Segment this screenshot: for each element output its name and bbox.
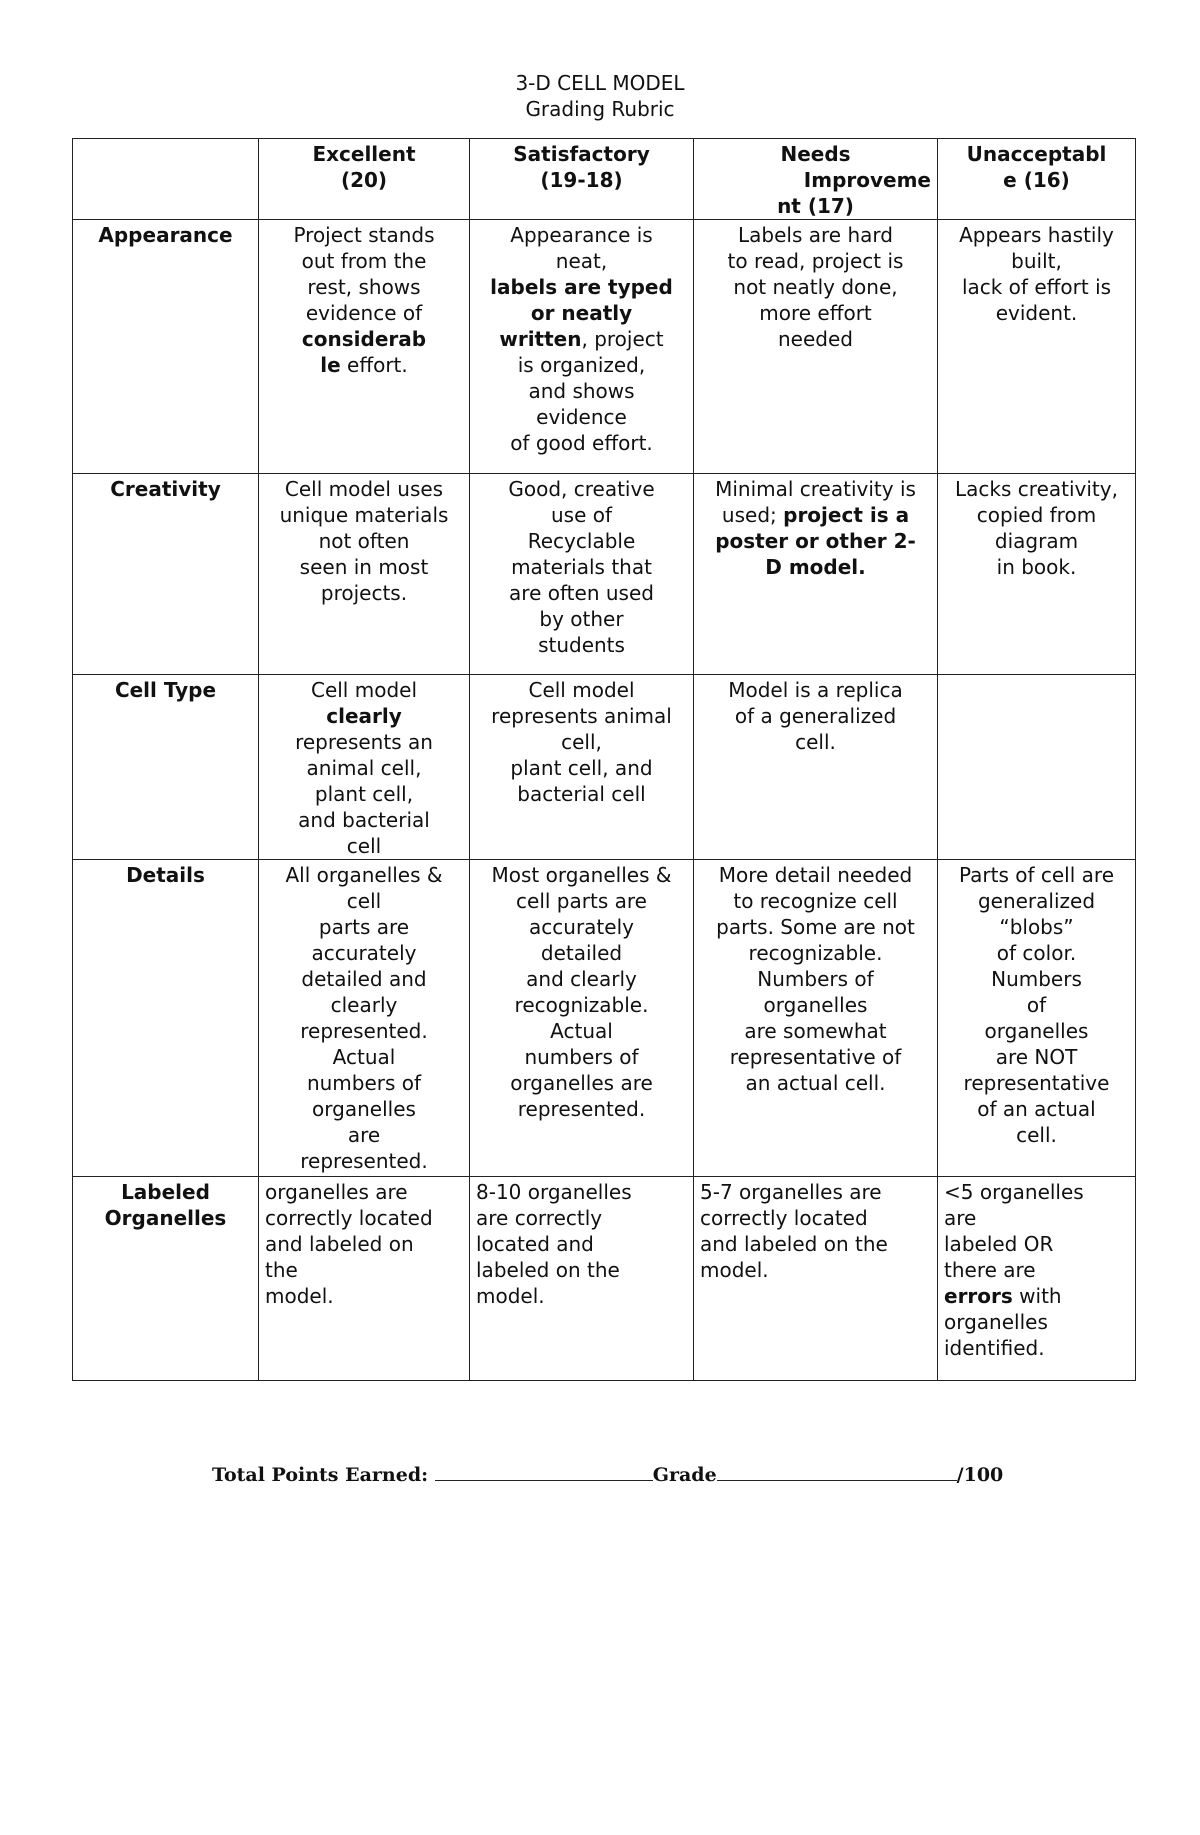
cell-type-excellent <box>259 675 470 860</box>
title-block <box>0 70 1200 122</box>
header-satisfactory: Satisfactory (19-18) <box>470 139 694 220</box>
header-row <box>73 139 1136 220</box>
row-label-appearance: Appearance <box>73 220 259 474</box>
out-of-label: /100 <box>956 1464 1004 1486</box>
totals-line <box>212 1462 1003 1486</box>
header-unacceptable: Unacceptabl e (16) <box>938 139 1136 220</box>
grade-blank[interactable] <box>717 1462 957 1481</box>
text-run: Project stands out from the rest, shows evidence of <box>293 223 435 325</box>
creativity-unacceptable: Lacks creativity, copied from diagram in book. <box>938 474 1136 675</box>
total-points-blank[interactable] <box>435 1462 653 1481</box>
appearance-unacceptable: Appears hastily built, lack of effort is evident. <box>938 220 1136 474</box>
labeled-excellent: organelles are correctly located and labeled on the model. <box>259 1177 470 1381</box>
header-corner-cell <box>73 139 259 220</box>
row-appearance <box>73 220 1136 474</box>
header-excellent: Excellent (20) <box>259 139 470 220</box>
page-subtitle: Grading Rubric <box>525 97 675 121</box>
creativity-needs <box>694 474 938 675</box>
text-run: , project is organized, and shows evidence of good effort. <box>510 327 664 455</box>
bold-run: considerab le <box>301 327 427 377</box>
appearance-needs: Labels are hard to read, project is not neatly done, more effort needed <box>694 220 938 474</box>
creativity-satisfactory: Good, creative use of Recyclable materials that are often used by other students <box>470 474 694 675</box>
details-unacceptable: Parts of cell are generalized “blobs” of color. Numbers of organelles are NOT representative of an actual cell. <box>938 860 1136 1177</box>
appearance-excellent <box>259 220 470 474</box>
text-run: Minimal creativity is used; <box>715 477 916 527</box>
text-run: effort. <box>340 353 408 377</box>
details-excellent: All organelles & cell parts are accurately detailed and clearly represented. Actual numbers of organelles are represented. <box>259 860 470 1177</box>
page-title: 3-D CELL MODEL <box>515 71 685 95</box>
total-points-label: Total Points Earned: <box>212 1464 435 1486</box>
text-run: Appearance is neat, <box>510 223 653 273</box>
cell-type-needs: Model is a replica of a generalized cell. <box>694 675 938 860</box>
labeled-satisfactory: 8-10 organelles are correctly located and labeled on the model. <box>470 1177 694 1381</box>
details-needs: More detail needed to recognize cell parts. Some are not recognizable. Numbers of organelles are somewhat representative of an actual cell. <box>694 860 938 1177</box>
creativity-excellent: Cell model uses unique materials not often seen in most projects. <box>259 474 470 675</box>
row-label-cell-type: Cell Type <box>73 675 259 860</box>
details-satisfactory: Most organelles & cell parts are accurately detailed and clearly recognizable. Actual numbers of organelles are represented. <box>470 860 694 1177</box>
bold-run: labels are typed or neatly written <box>490 275 673 351</box>
bold-run: errors <box>944 1284 1013 1308</box>
row-label-details: Details <box>73 860 259 1177</box>
row-cell-type <box>73 675 1136 860</box>
text-run: with organelles identified. <box>944 1284 1062 1360</box>
header-needs-line2: Improveme <box>803 168 931 192</box>
header-needs-word: Needs <box>780 142 851 166</box>
row-creativity <box>73 474 1136 675</box>
text-run: Cell model <box>310 678 417 702</box>
cell-type-satisfactory: Cell model represents animal cell, plant cell, and bacterial cell <box>470 675 694 860</box>
cell-type-unacceptable <box>938 675 1136 860</box>
row-label-labeled-organelles: Labeled Organelles <box>73 1177 259 1381</box>
row-labeled-organelles <box>73 1177 1136 1381</box>
labeled-needs: 5-7 organelles are correctly located and labeled on the model. <box>694 1177 938 1381</box>
header-needs-improvement <box>694 139 938 220</box>
row-details <box>73 860 1136 1177</box>
appearance-satisfactory <box>470 220 694 474</box>
bold-run: clearly <box>326 704 402 728</box>
grading-rubric-table <box>72 138 1136 1381</box>
header-needs-line3: nt (17) <box>777 194 854 218</box>
text-run: <5 organelles are labeled OR there are <box>944 1180 1084 1282</box>
grade-label: Grade <box>652 1464 717 1486</box>
row-label-creativity: Creativity <box>73 474 259 675</box>
text-run: represents an animal cell, plant cell, and bacterial cell <box>295 730 433 858</box>
labeled-unacceptable <box>938 1177 1136 1381</box>
bold-run: project is a poster or other 2- D model. <box>715 503 916 579</box>
